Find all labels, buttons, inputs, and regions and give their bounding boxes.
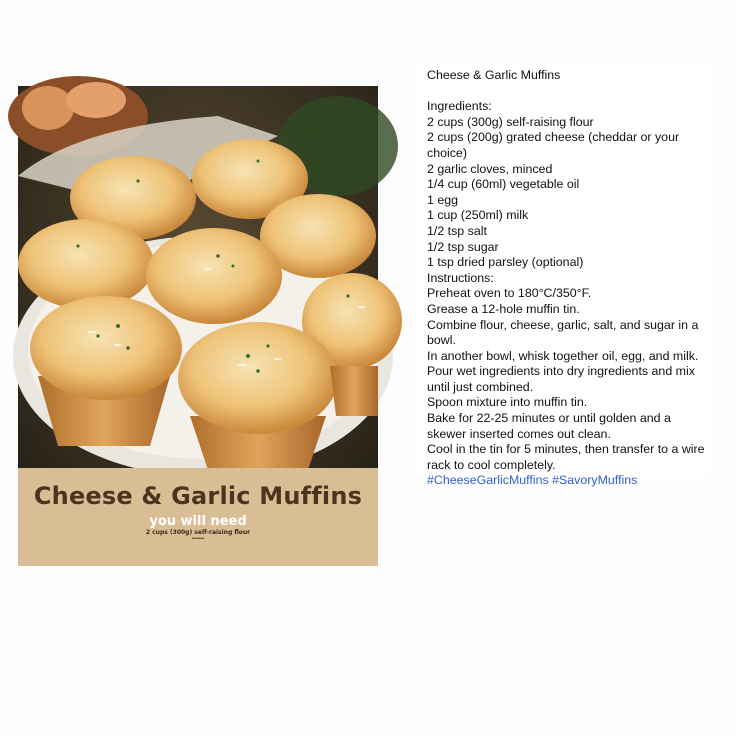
ingredient-item: 1/2 tsp sugar xyxy=(427,239,499,254)
banner-subtitle: you will need xyxy=(149,514,247,529)
ingredient-item: 2 garlic cloves, minced xyxy=(427,161,553,176)
banner-title: Cheese & Garlic Muffins xyxy=(33,482,363,510)
instruction-step: In another bowl, whisk together oil, egg, and milk. xyxy=(427,348,699,363)
ingredient-item: 1 egg xyxy=(427,192,459,207)
recipe-title: Cheese & Garlic Muffins xyxy=(427,68,561,82)
title-banner xyxy=(18,468,378,566)
instruction-step: Bake for 22-25 minutes or until golden and a skewer inserted comes out clean. xyxy=(427,411,671,441)
instruction-step: Pour wet ingredients into dry ingredients and mix until just combined. xyxy=(427,364,695,394)
ingredient-item: 1 cup (250ml) milk xyxy=(427,208,529,223)
instructions-header: Instructions: xyxy=(427,270,494,285)
instruction-step: Preheat oven to 180°C/350°F. xyxy=(427,286,592,301)
instruction-step: Cool in the tin for 5 minutes, then transfer to a wire rack to cool completely. xyxy=(427,442,705,472)
hashtags-link[interactable]: #CheeseGarlicMuffins #SavoryMuffins xyxy=(427,473,638,488)
ingredients-header: Ingredients: xyxy=(427,99,492,114)
instruction-step: Grease a 12-hole muffin tin. xyxy=(427,301,580,316)
instruction-step: Spoon mixture into muffin tin. xyxy=(427,395,588,410)
banner-ingredient-preview: 2 cups (300g) self-raising flour xyxy=(145,529,251,536)
ingredient-item: 1/4 cup (60ml) vegetable oil xyxy=(427,177,580,192)
ingredient-item: 2 cups (200g) grated cheese (cheddar or your choice) xyxy=(427,130,680,160)
ingredient-item: 2 cups (300g) self-raising flour xyxy=(427,114,594,129)
recipe-text-panel xyxy=(418,62,710,488)
recipe-photo xyxy=(18,86,378,566)
instruction-step: Combine flour, cheese, garlic, salt, and sugar in a bowl. xyxy=(427,317,699,348)
ingredient-item: 1/2 tsp salt xyxy=(427,223,487,238)
banner-dots: ••••••• xyxy=(191,536,205,542)
ingredient-item: 1 tsp dried parsley (optional) xyxy=(427,255,584,270)
